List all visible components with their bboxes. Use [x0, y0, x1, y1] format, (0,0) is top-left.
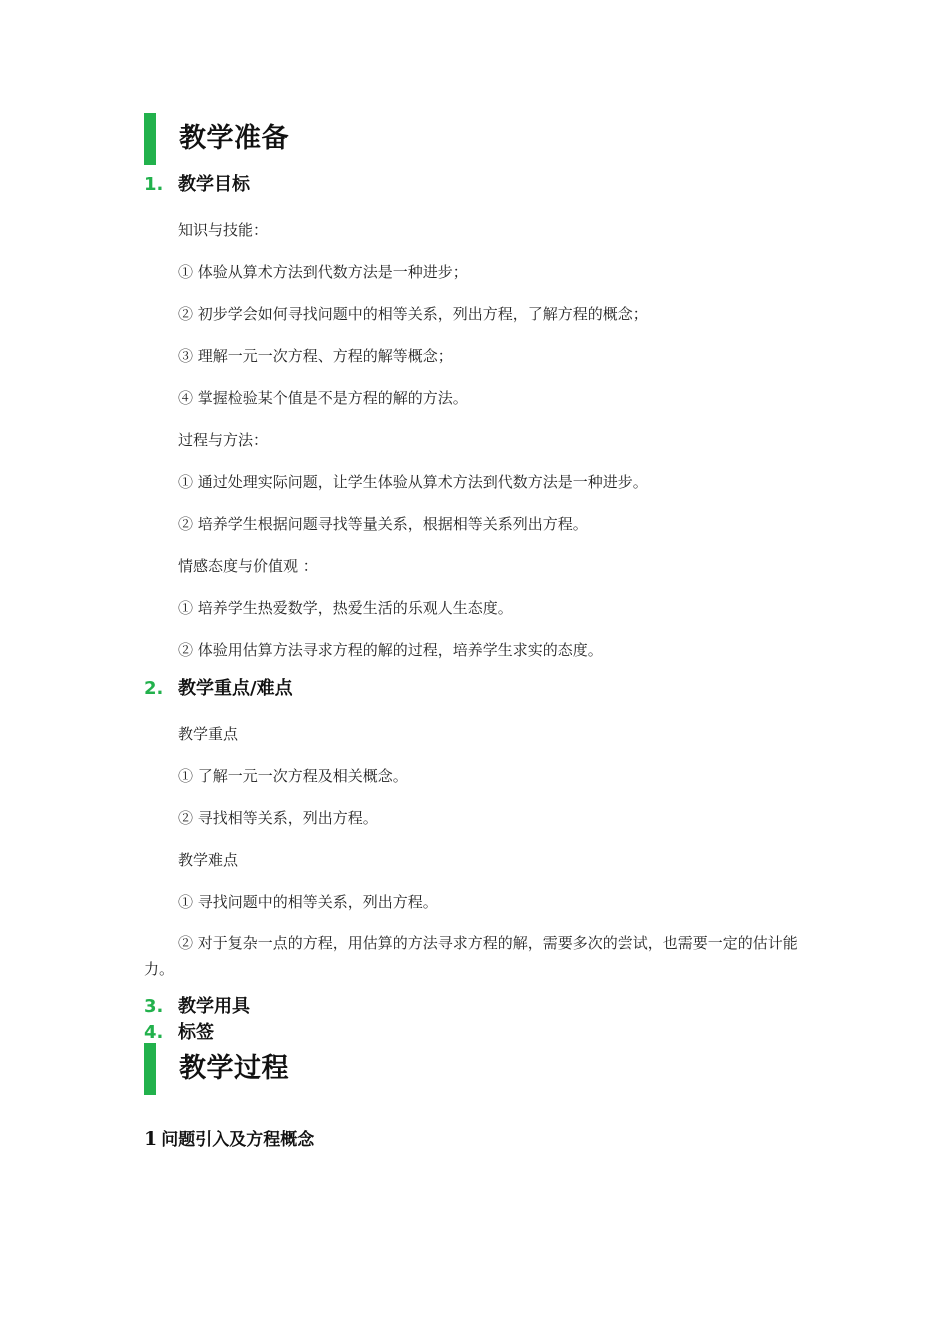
attitude-heading: 情感态度与价值观 ： [178, 557, 318, 575]
process-heading: 过程与方法： [178, 431, 269, 449]
item-number: 2. [144, 678, 164, 699]
process-subheading [144, 1126, 314, 1153]
numbered-item-teaching-tools [144, 994, 744, 1020]
process-item: ① 通过处理实际问题，让学生体验从算术方法到代数方法是一种进步。 [178, 473, 648, 491]
section-title: 教学准备 [179, 123, 289, 154]
attitude-item: ① 培养学生热爱数学，热爱生活的乐观人生态度。 [178, 599, 513, 617]
difficult-point-item: ② 对于复杂一点的方程，用估算的方法寻求方程的解，需要多次的尝试，也需要一定的估计能力。 [144, 934, 798, 978]
key-point-item: ② 寻找相等关系，列出方程。 [178, 809, 378, 827]
knowledge-item: ① 体验从算术方法到代数方法是一种进步； [178, 263, 468, 281]
key-points-heading: 教学重点 [178, 725, 239, 743]
numbered-item-teaching-goals [144, 172, 744, 198]
section-heading-teaching-process [144, 1043, 744, 1095]
section-accent-bar [144, 113, 156, 165]
knowledge-item: ② 初步学会如何寻找问题中的相等关系，列出方程，了解方程的概念； [178, 305, 648, 323]
numbered-item-key-difficult [144, 676, 744, 702]
difficult-point-item: ① 寻找问题中的相等关系，列出方程。 [178, 893, 438, 911]
section-accent-bar [144, 1043, 156, 1095]
difficult-points-heading: 教学难点 [178, 851, 239, 869]
item-label: 教学用具 [178, 996, 250, 1017]
subheading-title: 问题引入及方程概念 [161, 1130, 315, 1150]
knowledge-item: ④ 掌握检验某个值是不是方程的解的方法。 [178, 389, 468, 407]
attitude-item: ② 体验用估算方法寻求方程的解的过程，培养学生求实的态度。 [178, 641, 603, 659]
section-title: 教学过程 [179, 1053, 289, 1084]
key-point-item: ① 了解一元一次方程及相关概念。 [178, 767, 408, 785]
item-label: 教学重点/难点 [178, 678, 293, 699]
item-number: 4. [144, 1022, 164, 1043]
section-heading-teaching-prep [144, 113, 744, 165]
process-item: ② 培养学生根据问题寻找等量关系，根据相等关系列出方程。 [178, 515, 588, 533]
item-number: 3. [144, 996, 164, 1017]
item-label: 教学目标 [178, 174, 250, 195]
subheading-number: 1 [144, 1128, 158, 1150]
knowledge-heading: 知识与技能： [178, 221, 269, 239]
item-label: 标签 [178, 1022, 214, 1043]
knowledge-item: ③ 理解一元一次方程、方程的解等概念； [178, 347, 453, 365]
item-number: 1. [144, 174, 164, 195]
